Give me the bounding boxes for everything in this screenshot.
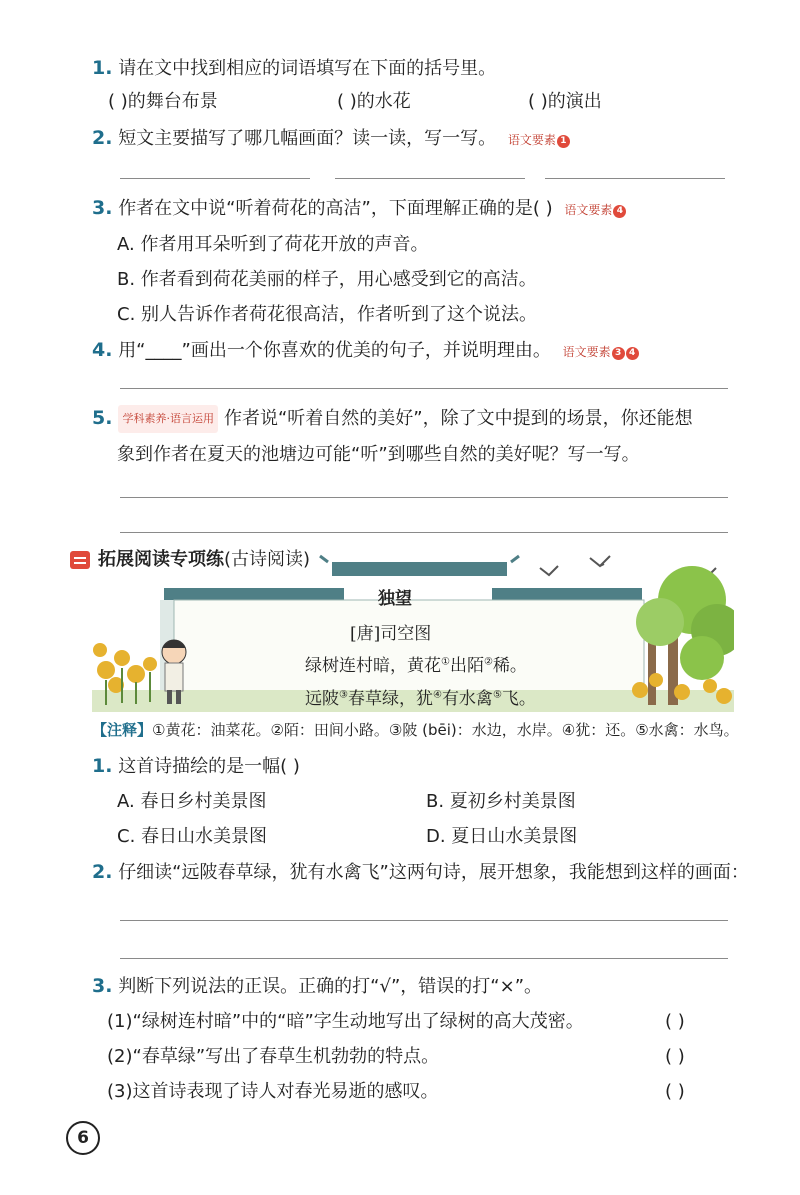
- question-text: 这首诗描绘的是一幅( ): [118, 756, 300, 777]
- question-number: 1.: [92, 57, 113, 79]
- element-tag: 语文要素: [564, 203, 613, 217]
- poem-author: [唐]司空图: [350, 624, 432, 644]
- poem-text: 远陂: [305, 689, 339, 709]
- note-marker: ②: [483, 656, 493, 668]
- judge-paren-1[interactable]: ( ): [665, 1011, 685, 1032]
- poem-text: 出陌: [449, 656, 484, 676]
- question-number: 1.: [92, 755, 113, 777]
- question-number: 5.: [92, 407, 113, 429]
- element-badge: 4: [626, 347, 639, 360]
- note-marker: ③: [339, 689, 348, 701]
- answer-line[interactable]: [120, 532, 728, 533]
- option-c[interactable]: C. 春日山水美景图: [117, 826, 268, 847]
- option-d[interactable]: D. 夏日山水美景图: [426, 826, 578, 847]
- option-a[interactable]: A. 春日乡村美景图: [117, 791, 267, 812]
- answer-line[interactable]: [120, 958, 728, 959]
- judge-item-1: (1)“绿树连村暗”中的“暗”字生动地写出了绿树的高大茂密。: [107, 1011, 584, 1032]
- q5-line-1: [92, 405, 693, 433]
- bird-icon: [590, 556, 610, 566]
- element-tag: 语文要素: [507, 133, 556, 147]
- q1-blank-2[interactable]: ( )的水花: [337, 91, 411, 112]
- p2-line: [92, 859, 749, 886]
- question-number: 3.: [92, 197, 113, 219]
- question-text: 判断下列说法的正误。正确的打“√”，错误的打“×”。: [118, 976, 543, 997]
- q4-line: [92, 337, 639, 365]
- note-marker: ①: [441, 656, 450, 668]
- answer-line[interactable]: [335, 178, 525, 179]
- note-marker: ⑤: [492, 689, 502, 701]
- poem-notes: [92, 719, 739, 740]
- element-badge: 1: [557, 135, 570, 148]
- answer-line[interactable]: [120, 388, 728, 389]
- question-number: 2.: [92, 861, 113, 883]
- question-text: 作者在文中说“听着荷花的高洁”，下面理解正确的是( ): [118, 198, 553, 219]
- notes-text: ①黄花：油菜花。②陌：田间小路。③陂 (bēi)：水边，水岸。④犹：还。⑤水禽：水鸟。: [152, 721, 739, 739]
- page-number: 6: [66, 1121, 100, 1155]
- option-c[interactable]: C. 别人告诉作者荷花很高洁，作者听到了这个说法。: [117, 304, 538, 325]
- poem-title: 独望: [378, 589, 412, 609]
- judge-item-3: (3)这首诗表现了诗人对春光易逝的感叹。: [107, 1081, 439, 1102]
- poem-text: 稀。: [492, 656, 527, 676]
- flower-bush-left: [93, 643, 157, 693]
- note-marker: ④: [432, 689, 442, 701]
- poem-line-1: [305, 651, 527, 676]
- judge-paren-2[interactable]: ( ): [665, 1046, 685, 1067]
- q3-line: [92, 195, 626, 223]
- element-badge: 3: [612, 347, 625, 360]
- answer-line[interactable]: [120, 178, 310, 179]
- bird-icon: [540, 566, 558, 575]
- literacy-tag: 学科素养·语言运用: [118, 405, 218, 433]
- answer-line[interactable]: [120, 497, 728, 498]
- answer-line[interactable]: [120, 920, 728, 921]
- question-text: 用“____”画出一个你喜欢的优美的句子，并说明理由。: [118, 340, 551, 361]
- section-title-text: 拓展阅读专项练: [98, 549, 224, 570]
- judge-paren-3[interactable]: ( ): [665, 1081, 685, 1102]
- element-tag: 语文要素: [562, 345, 611, 359]
- poem-text: 飞。: [501, 689, 536, 709]
- q5-line-2: 象到作者在夏天的池塘边可能“听”到哪些自然的美好呢？写一写。: [117, 444, 640, 465]
- poem-text: 春草绿，犹: [347, 689, 433, 709]
- q2-line: [92, 125, 570, 153]
- question-number: 4.: [92, 339, 113, 361]
- question-text: 短文主要描写了哪几幅画面？读一读，写一写。: [118, 128, 497, 149]
- question-text: 仔细读“远陂春草绿，犹有水禽飞”这两句诗，展开想象，我能想到这样的画面：: [118, 862, 749, 883]
- option-b[interactable]: B. 夏初乡村美景图: [426, 791, 576, 812]
- poem-text: 绿树连村暗，黄花: [305, 656, 441, 676]
- section-icon: [70, 551, 90, 569]
- poem-text: 有水禽: [441, 689, 493, 709]
- option-b[interactable]: B. 作者看到荷花美丽的样子，用心感受到它的高洁。: [117, 269, 537, 290]
- q1-line: [92, 55, 496, 82]
- answer-line[interactable]: [545, 178, 725, 179]
- element-badge: 4: [613, 205, 626, 218]
- question-text: 请在文中找到相应的词语填写在下面的括号里。: [118, 58, 497, 79]
- q1-blank-3[interactable]: ( )的演出: [528, 91, 602, 112]
- question-number: 2.: [92, 127, 113, 149]
- question-text: 作者说“听着自然的美好”，除了文中提到的场景，你还能想: [223, 408, 693, 429]
- judge-item-2: (2)“春草绿”写出了春草生机勃勃的特点。: [107, 1046, 440, 1067]
- p3-line: [92, 973, 542, 1000]
- notes-label: 【注释】: [92, 721, 153, 739]
- option-a[interactable]: A. 作者用耳朵听到了荷花开放的声音。: [117, 234, 429, 255]
- p1-line: [92, 753, 300, 780]
- q1-blank-1[interactable]: ( )的舞台布景: [108, 91, 218, 112]
- poem-line-2: [305, 684, 536, 709]
- section-subtitle: (古诗阅读): [224, 549, 311, 570]
- question-number: 3.: [92, 975, 113, 997]
